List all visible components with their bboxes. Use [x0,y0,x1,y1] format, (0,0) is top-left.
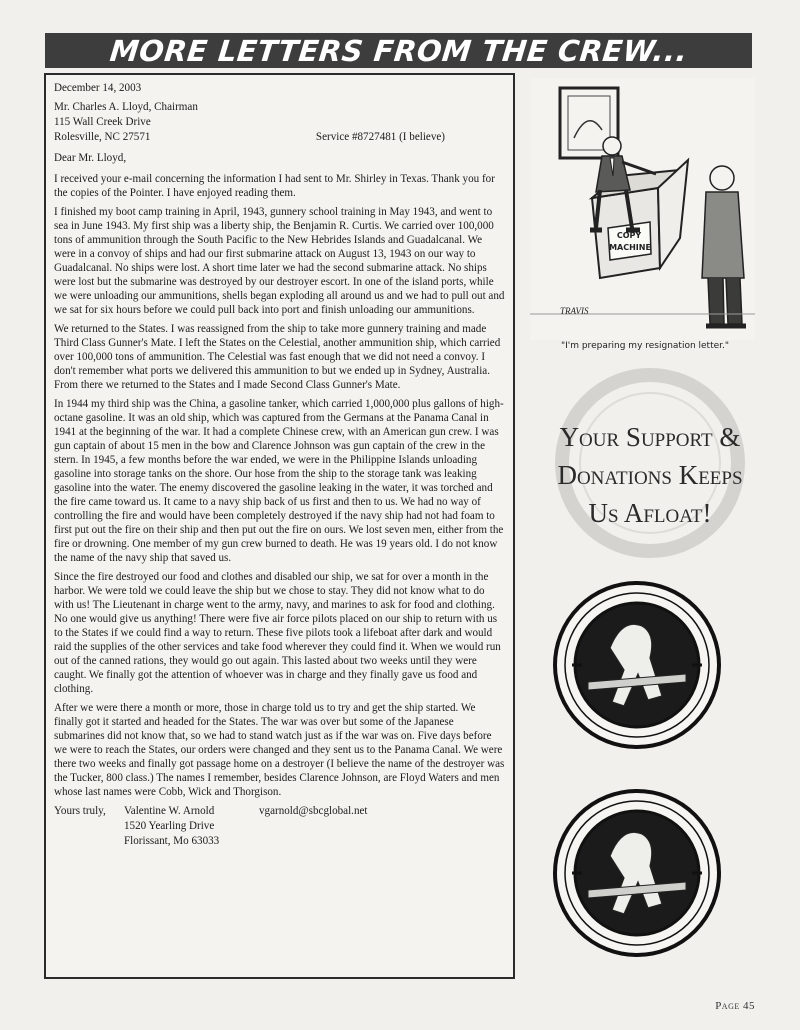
paragraph-2: I finished my boot camp training in April, 1943, gunnery school training in May 1943, and went to sea in June 1943. My first ship was a liberty ship, the Benjamin R. Curtis. We carried over 100,000 tons of ammunition through the South Pacific to the New Hebrides Islands and Guadalcanal. We were in a convoy of ships and had our first submarine attack on August 13, 1943 on our way to Guadalcanal. No ships were lost. A short time later we had the second submarine attack. No ships were lost but the submarine was destroyed by our destroyer escort. In one of the island ports, while we were unloading our ammunitions, shells began exploding all around us and we had to pull out and we sat for six hours before we could pull back into port and finish unloading our ammunitions. [54,206,505,316]
paragraph-4: In 1944 my third ship was the China, a gasoline tanker, which carried 1,000,000 plus gallons of high-octane gasoline. It was an old ship, which was captured from the Germans at the Panama Canal in 1941 at the beginning of the war. It had a complete Chinese crew, with an American gun crew. I was gun captain of about 15 men in the bow and Clarence Johnson was gun captain of the crew in the stern. In 1945, a few months before the war ended, we were in the Philippine Islands unloading gasoline into storage tanks on the shore. Our hose from the ship to the storage tank was leaking gasoline into the water. The enemy discovered the gasoline leaking in the water, it was torched and the fire came toward us. It came to a navy ship back of us first and then to us. We had no way of controlling the fire and would have been completely destroyed if the navy ship had not had foam to first put out the fire on their ship and then put out the fire on ours. We lost seven men, either from the fire or drowning. One member of my gun crew burned to death. He was 19 years old. I do not know the name of the navy ship that saved us. [54,398,504,564]
support-message [525,418,775,532]
copy-machine-cartoon [530,78,755,340]
letter-date: December 14, 2003 [54,82,142,94]
sidebar-column [525,78,785,978]
recipient-name: Mr. Charles A. Lloyd, Chairman [54,101,198,113]
support-line-1: Your Support & [559,422,741,452]
support-line-3: Us Afloat! [588,498,712,528]
recipient-street: 115 Wall Creek Drive [54,116,151,128]
sender-address [124,804,259,849]
cartoon-caption: "I'm preparing my resignation letter." [560,341,730,351]
recipient-city: Rolesville, NC 27571 [54,131,151,143]
letter-box [44,73,515,979]
paragraph-3: We returned to the States. I was reassigned from the ship to take more gunnery training and made Third Class Gunner's Mate. I left the States on the Celestial, another ammunition ship, which carried over 100,000 tons of ammunition. The Celestial was fast enough that we did not need a convoy. I don't remember what ports we delivered this ammunition to but we ended up in Sydney, Australia. From there we returned to the States and I made Second Class Gunner's Mate. [54,323,501,391]
paragraph-1: I received your e-mail concerning the information I had sent to Mr. Shirley in Texas. Thank you for the copies of the Pointer. I have enjoyed reading them. [54,173,495,199]
cartoon-sign-text: COPY [616,231,642,240]
sender-email: vgarnold@sbcglobal.net [259,805,368,817]
sender-name: Valentine W. Arnold [124,805,215,817]
signature-block [54,804,505,849]
page-number: Page 45 [715,1000,755,1012]
sender-city: Florissant, Mo 63033 [124,835,220,847]
salutation: Dear Mr. Lloyd, [54,152,127,164]
paragraph-6: After we were there a month or more, those in charge told us to try and get the ship started. We finally got it started and headed for the States. The war was over but some of the Japanese submarines did not know that, so we had to stand watch just as if the war was on. Five days before we were to reach the States, our orders were changed and they sent us to the Panama Canal. We were there two weeks and finally got passage home on a destroyer (I believe the name of the destroyer was the Tucker, 800 class.) The names I remember, besides Clarence Johnson, are Floyd Waters and men whose last names were Cobb, Wick and Thorgison. [54,702,505,798]
closing: Yours truly, [54,805,106,817]
page-banner [45,33,752,68]
support-line-2: Donations Keeps [557,460,743,490]
paragraph-5: Since the fire destroyed our food and clothes and disabled our ship, we sat for over a month in the harbor. We were told we could leave the ship but we chose to stay. They did not know what to do with us! The Lieutenant in charge went to the army, navy, and marines to ask for food and clothing. No one would give us anything! There were five air force pilots placed on our ship to return with us to the States if we could find a way to return. These five pilots took a lifeboat after dark and would raid the supplies of the other services and take food wherever they could find it. When we would run out of the canned rations, they would go out again. This lasted about two weeks until they were caught. We finally got the attention of whoever was in charge and they finally gave us food and clothing. [54,571,501,695]
svg-text:MACHINE: MACHINE [609,243,651,252]
sender-street: 1520 Yearling Drive [124,820,215,832]
recipient-city-row [54,130,505,145]
service-number: Service #8727481 (I believe) [315,131,445,143]
banner-title: MORE LETTERS FROM THE CREW... [107,33,690,68]
armed-guard-seal-icon-2 [552,786,722,961]
support-block [525,368,775,558]
cartoon-artist: TRAVIS [560,306,589,316]
armed-guard-seal-icon [552,578,722,753]
